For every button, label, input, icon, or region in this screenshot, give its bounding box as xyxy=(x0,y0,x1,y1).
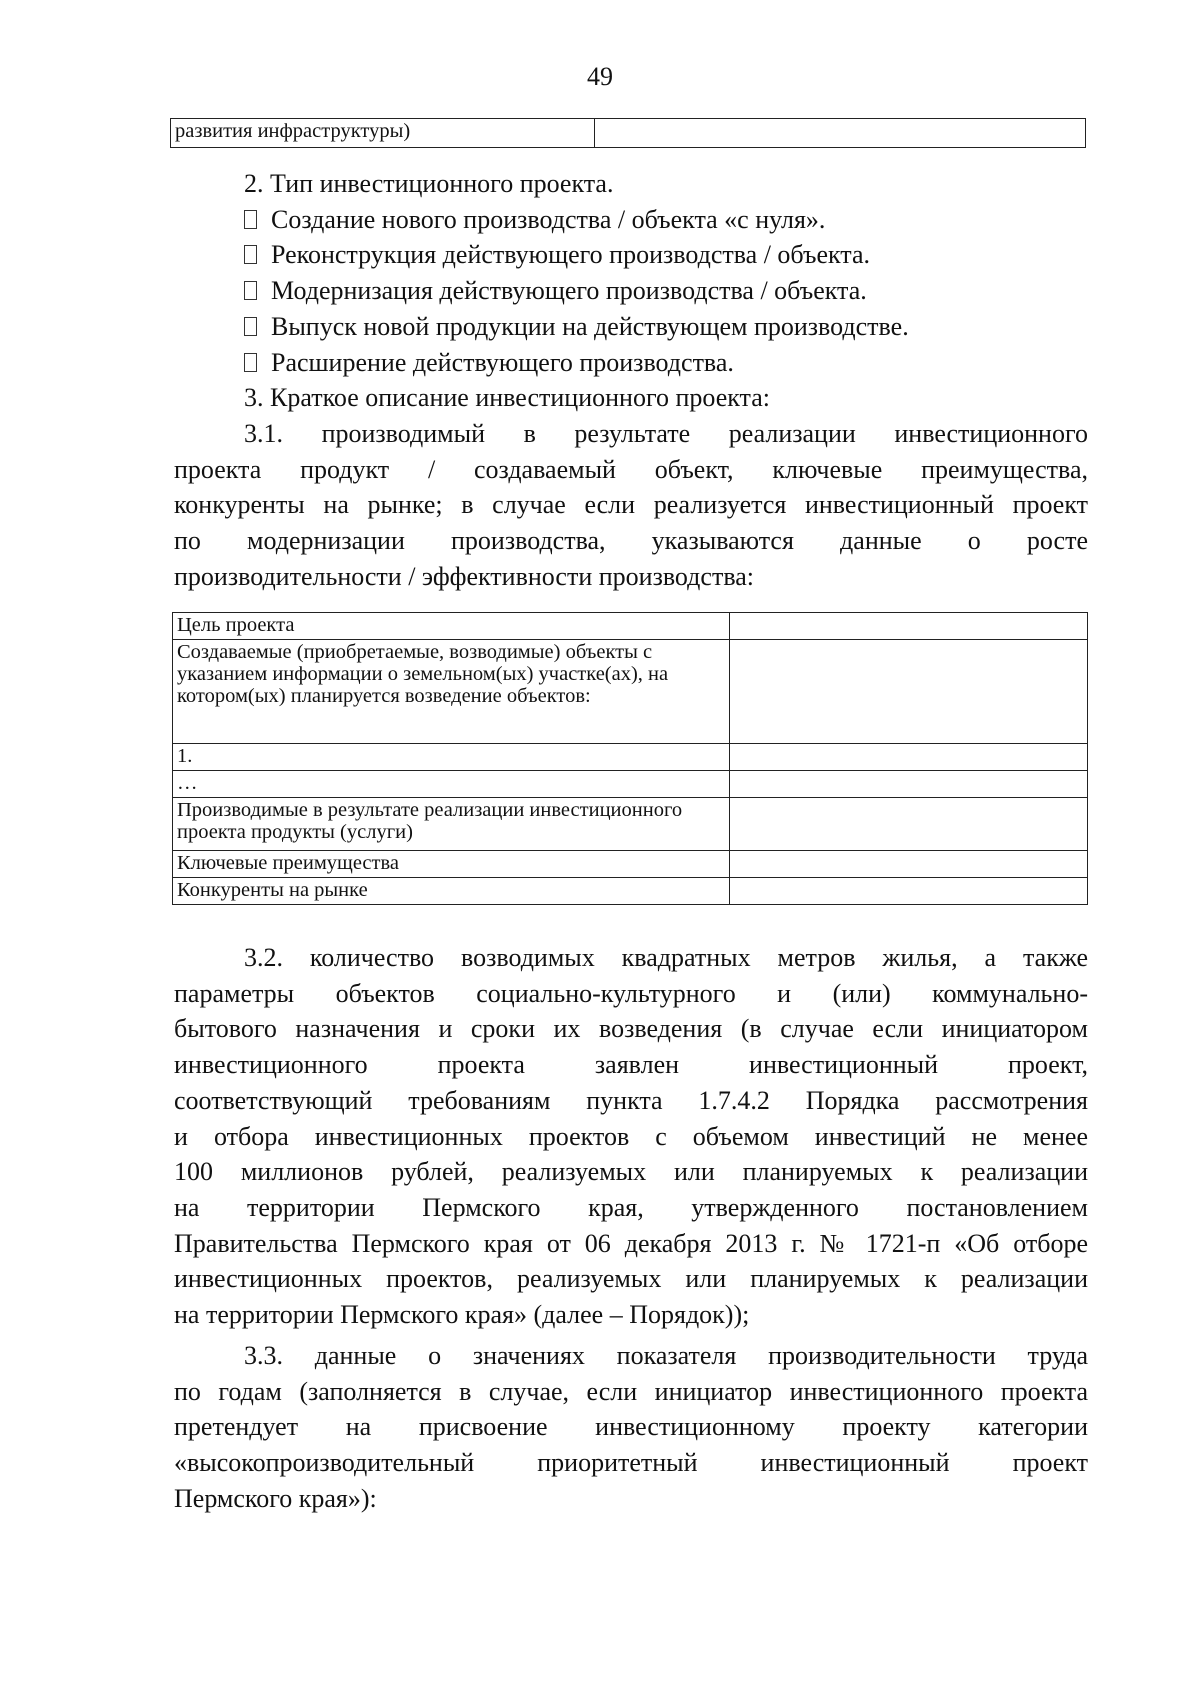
option-label: Реконструкция действующего производства / объекта. xyxy=(271,240,871,270)
table-cell-value xyxy=(730,851,1088,878)
option-modernization[interactable] xyxy=(174,273,1088,309)
paragraph-line: бытового назначения и сроки их возведения (в случае если инициатором xyxy=(174,1014,1088,1044)
project-description-table xyxy=(172,612,1088,905)
section-2 xyxy=(174,166,1088,594)
table-cell: Ключевые преимущества xyxy=(173,851,730,878)
paragraph-line: 3.3. данные о значениях показателя производительности труда xyxy=(244,1341,1088,1370)
option-reconstruction[interactable] xyxy=(174,237,1088,273)
paragraph-line: инвестиционного проекта заявлен инвестиционный проект, xyxy=(174,1050,1088,1080)
section-2-heading: 2. Тип инвестиционного проекта. xyxy=(244,169,614,198)
table-row xyxy=(173,744,1088,771)
table-row xyxy=(173,640,1088,744)
option-new-products[interactable] xyxy=(174,309,1088,345)
table-row xyxy=(173,613,1088,640)
paragraph-line: конкуренты на рынке; в случае если реализуется инвестиционный проект xyxy=(174,490,1088,520)
checkbox-icon[interactable] xyxy=(244,210,257,229)
option-label: Выпуск новой продукции на действующем производстве. xyxy=(271,311,909,341)
paragraph-line: Пермского края»): xyxy=(174,1483,377,1513)
paragraph-line: по модернизации производства, указываются данные о росте xyxy=(174,526,1088,556)
table-cell: 1. xyxy=(173,744,730,771)
checkbox-icon[interactable] xyxy=(244,281,257,300)
paragraph-line: производительности / эффективности производства: xyxy=(174,561,755,591)
paragraph-line: параметры объектов социально-культурного и (или) коммунально- xyxy=(174,978,1088,1008)
table-row xyxy=(173,798,1088,851)
page-number: 49 xyxy=(587,62,613,91)
paragraph-line: на территории Пермского края, утвержденного постановлением xyxy=(174,1192,1088,1222)
checkbox-icon[interactable] xyxy=(244,317,257,336)
paragraph-line: на территории Пермского края» (далее – Порядок)); xyxy=(174,1300,750,1330)
table-row xyxy=(173,851,1088,878)
table-cell: Производимые в результате реализации инвестиционного проекта продукты (услуги) xyxy=(173,798,730,851)
table-cell: Конкуренты на рынке xyxy=(173,878,730,905)
paragraph-line: инвестиционных проектов, реализуемых или планируемых к реализации xyxy=(174,1264,1088,1294)
table-cell: … xyxy=(173,771,730,798)
paragraph-line: и отбора инвестиционных проектов с объемом инвестиций не менее xyxy=(174,1121,1088,1151)
top-table xyxy=(170,118,1086,148)
checkbox-icon[interactable] xyxy=(244,245,257,264)
table-cell-value xyxy=(730,613,1088,640)
paragraph-line: соответствующий требованиям пункта 1.7.4.2 Порядка рассмотрения xyxy=(174,1085,1088,1115)
table-cell-value xyxy=(730,798,1088,851)
table-cell-value xyxy=(730,744,1088,771)
paragraph-line: по годам (заполняется в случае, если инициатор инвестиционного проекта xyxy=(174,1376,1088,1406)
option-new-production[interactable] xyxy=(174,202,1088,238)
table-cell xyxy=(595,119,1086,148)
option-expansion[interactable] xyxy=(174,345,1088,381)
table-cell-value xyxy=(730,771,1088,798)
option-label: Модернизация действующего производства / объекта. xyxy=(271,276,867,306)
table-cell: развития инфраструктуры) xyxy=(171,119,595,148)
section-3-heading: 3. Краткое описание инвестиционного проекта: xyxy=(244,383,770,413)
table-row xyxy=(173,878,1088,905)
paragraph-3-3 xyxy=(174,1338,1088,1517)
table-cell-value xyxy=(730,640,1088,744)
paragraph-3-2 xyxy=(174,940,1088,1333)
paragraph-line: проекта продукт / создаваемый объект, ключевые преимущества, xyxy=(174,454,1088,484)
paragraph-line: 3.2. количество возводимых квадратных метров жилья, а также xyxy=(244,943,1088,972)
table-row xyxy=(173,771,1088,798)
paragraph-line: 3.1. производимый в результате реализации инвестиционного xyxy=(244,418,1088,448)
checkbox-icon[interactable] xyxy=(244,353,257,372)
table-cell-value xyxy=(730,878,1088,905)
paragraph-line: 100 миллионов рублей, реализуемых или планируемых к реализации xyxy=(174,1157,1088,1187)
table-cell: Создаваемые (приобретаемые, возводимые) объекты с указанием информации о земельном(ых) участке(ах), на котором(ых) планируется возведение объектов: xyxy=(173,640,730,744)
table-row xyxy=(171,119,1086,148)
table-cell: Цель проекта xyxy=(173,613,730,640)
paragraph-line: «высокопроизводительный приоритетный инвестиционный проект xyxy=(174,1448,1088,1478)
paragraph-line: Правительства Пермского края от 06 декабря 2013 г. № 1721-п «Об отборе xyxy=(174,1228,1088,1258)
option-label: Создание нового производства / объекта «с нуля». xyxy=(271,204,826,234)
option-label: Расширение действующего производства. xyxy=(271,347,734,377)
paragraph-line: претендует на присвоение инвестиционному проекту категории xyxy=(174,1412,1088,1442)
